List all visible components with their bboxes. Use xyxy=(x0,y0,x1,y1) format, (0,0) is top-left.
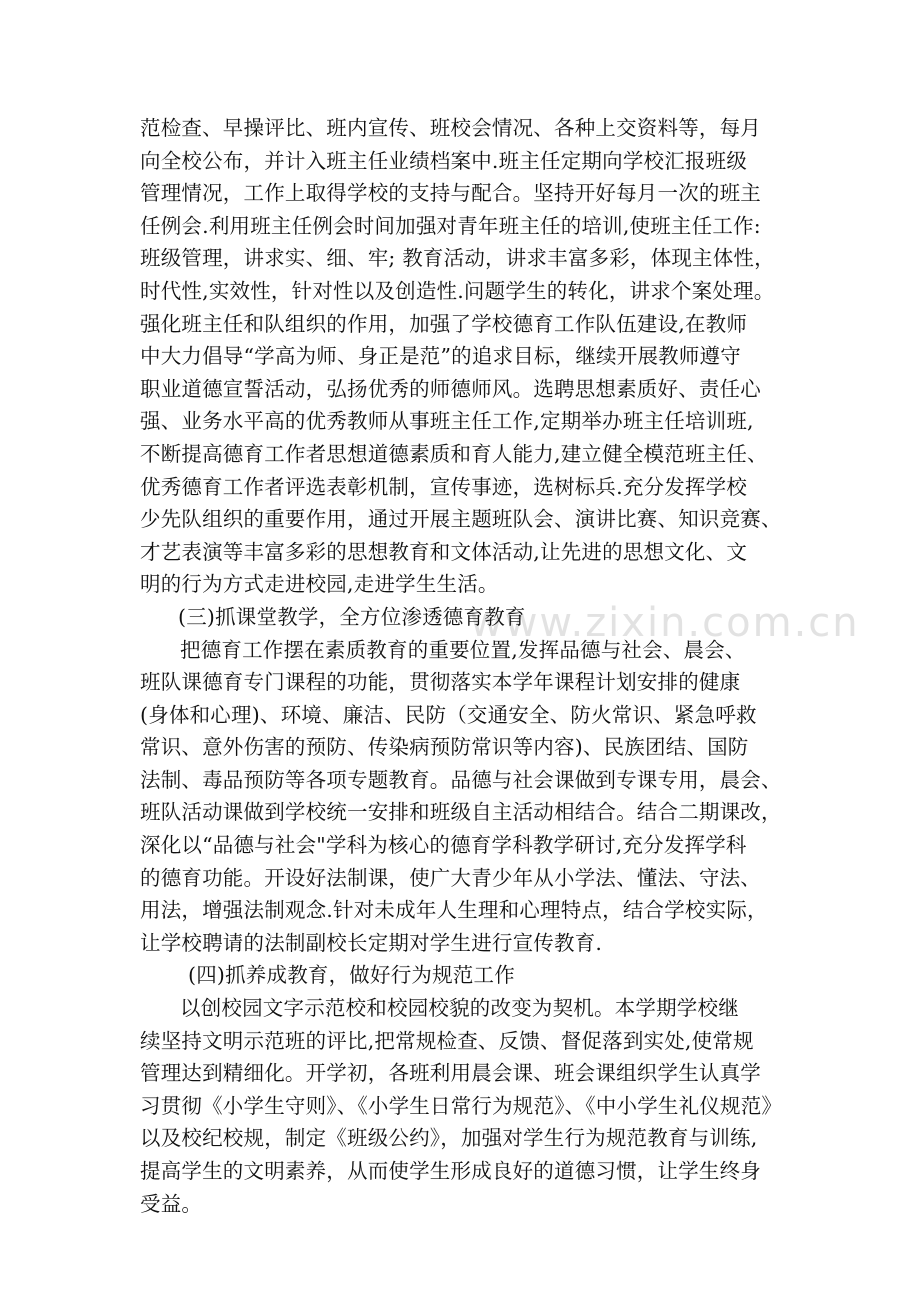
text-line: 以创校园文字示范校和校园校貌的改变为契机。本学期学校继 xyxy=(180,996,739,1021)
document-body xyxy=(140,112,783,1220)
text-line: 强、业务水平高的优秀教师从事班主任工作,定期举办班主任培训班, xyxy=(140,409,754,434)
text-line: 不断提高德育工作者思想道德素质和育人能力,建立健全模范班主任、 xyxy=(140,441,768,466)
text-line: 把德育工作摆在素质教育的重要位置,发挥品德与社会、晨会、 xyxy=(180,637,746,662)
text-line: 明的行为方式走进校园,走进学生生活。 xyxy=(140,572,499,597)
text-line: 深化以“品德与社会"学科为核心的德育学科教学研讨,充分发挥学科 xyxy=(140,833,747,858)
text-line: 管理情况，工作上取得学校的支持与配合。坚持开好每月一次的班主 xyxy=(140,181,761,206)
text-line: 班级管理，讲求实、细、牢; 教育活动，讲求丰富多彩，体现主体性， xyxy=(140,246,775,271)
text-line: 用法，增强法制观念.针对未成年人生理和心理特点，结合学校实际， xyxy=(140,898,768,923)
text-line: 职业道德宣誓活动，弘扬优秀的师德师风。选聘思想素质好、责任心 xyxy=(140,376,761,401)
text-line: 才艺表演等丰富多彩的思想教育和文体活动,让先进的思想文化、文 xyxy=(140,539,748,564)
text-line: 常识、意外伤害的预防、传染病预防常识等内容)、民族团结、国防 xyxy=(140,735,749,760)
text-line: 范检查、早操评比、班内宣传、班校会情况、各种上交资料等，每月 xyxy=(140,116,761,140)
text-line: 习贯彻《小学生守则》、《小学生日常行为规范》、《中小学生礼仪规范》 xyxy=(140,1093,783,1118)
text-line: 受益。 xyxy=(140,1191,203,1216)
text-line: 优秀德育工作者评选表彰机制，宣传事迹，选树标兵.充分发挥学校 xyxy=(140,474,748,499)
text-line: 让学校聘请的法制副校长定期对学生进行宣传教育. xyxy=(140,930,603,955)
text-line: 少先队组织的重要作用，通过开展主题班队会、演讲比赛、知识竞赛、 xyxy=(140,507,782,532)
text-line: 提高学生的文明素养，从而使学生形成良好的道德习惯，让学生终身 xyxy=(140,1159,761,1183)
text-line: 时代性,实效性，针对性以及创造性.问题学生的转化，讲求个案处理。 xyxy=(140,278,775,303)
text-line: 续坚持文明示范班的评比,把常规检查、反馈、督促落到实处,使常规 xyxy=(140,1028,754,1053)
text-line: 管理达到精细化。开学初，各班利用晨会课、班会课组织学生认真学 xyxy=(140,1061,761,1086)
text-line: 的德育功能。开设好法制课，使广大青少年从小学法、懂法、守法、 xyxy=(140,865,761,890)
text-line: 班队活动课做到学校统一安排和班级自主活动相结合。结合二期课改， xyxy=(140,800,782,825)
section-heading-4: (四)抓养成教育，做好行为规范工作 xyxy=(188,963,515,988)
text-line: 中大力倡导“学高为师、身正是范”的追求目标，继续开展教师遵守 xyxy=(140,344,741,369)
text-line: 以及校纪校规，制定《班级公约》，加强对学生行为规范教育与训练, xyxy=(140,1126,758,1151)
section-heading-3: (三)抓课堂教学，全方位渗透德育教育 xyxy=(178,604,526,629)
watermark: www.zixin.com.cn xyxy=(470,600,860,646)
text-line: 强化班主任和队组织的作用，加强了学校德育工作队伍建设,在教师 xyxy=(140,311,748,336)
text-line: 向全校公布，并计入班主任业绩档案中.班主任定期向学校汇报班级 xyxy=(140,148,748,173)
text-line: 法制、毒品预防等各项专题教育。品德与社会课做到专课专用，晨会、 xyxy=(140,767,782,792)
text-line: (身体和心理)、环境、廉洁、民防（交通安全、防火常识、紧急呼救 xyxy=(140,702,757,727)
text-line: 任例会.利用班主任例会时间加强对青年班主任的培训,使班主任工作: xyxy=(140,213,761,238)
text-line: 班队课德育专门课程的功能，贯彻落实本学年课程计划安排的健康 xyxy=(140,670,741,695)
